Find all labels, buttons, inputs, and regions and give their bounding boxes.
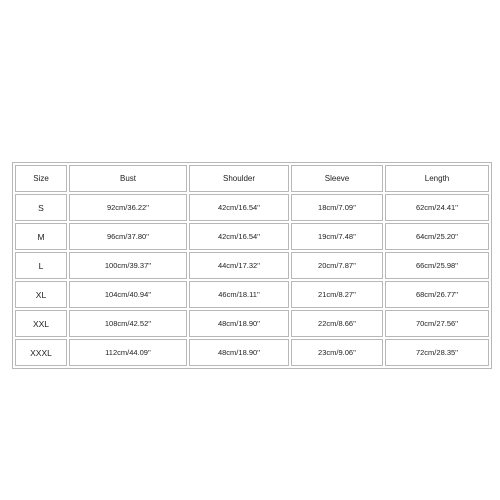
sleeve-cell: 19cm/7.48'': [291, 223, 383, 250]
shoulder-cell: 48cm/18.90'': [189, 339, 289, 366]
size-cell: XL: [15, 281, 67, 308]
length-cell: 66cm/25.98'': [385, 252, 489, 279]
table-row: [15, 310, 489, 337]
bust-cell: 104cm/40.94'': [69, 281, 187, 308]
sleeve-cell: 21cm/8.27'': [291, 281, 383, 308]
header-bust: Bust: [69, 165, 187, 192]
header-shoulder: Shoulder: [189, 165, 289, 192]
length-cell: 70cm/27.56'': [385, 310, 489, 337]
bust-cell: 92cm/36.22'': [69, 194, 187, 221]
sleeve-cell: 22cm/8.66'': [291, 310, 383, 337]
bust-cell: 96cm/37.80'': [69, 223, 187, 250]
shoulder-cell: 42cm/16.54'': [189, 223, 289, 250]
shoulder-cell: 46cm/18.11'': [189, 281, 289, 308]
size-cell: M: [15, 223, 67, 250]
length-cell: 72cm/28.35'': [385, 339, 489, 366]
length-cell: 64cm/25.20'': [385, 223, 489, 250]
bust-cell: 100cm/39.37'': [69, 252, 187, 279]
table-row: [15, 223, 489, 250]
bust-cell: 108cm/42.52'': [69, 310, 187, 337]
shoulder-cell: 42cm/16.54'': [189, 194, 289, 221]
table-row: [15, 194, 489, 221]
shoulder-cell: 44cm/17.32'': [189, 252, 289, 279]
size-cell: XXL: [15, 310, 67, 337]
bust-cell: 112cm/44.09'': [69, 339, 187, 366]
header-row: [15, 165, 489, 192]
size-cell: S: [15, 194, 67, 221]
size-chart-table: [12, 162, 492, 369]
size-cell: L: [15, 252, 67, 279]
header-length: Length: [385, 165, 489, 192]
header-sleeve: Sleeve: [291, 165, 383, 192]
sleeve-cell: 23cm/9.06'': [291, 339, 383, 366]
table-row: [15, 281, 489, 308]
table-row: [15, 339, 489, 366]
length-cell: 62cm/24.41'': [385, 194, 489, 221]
length-cell: 68cm/26.77'': [385, 281, 489, 308]
shoulder-cell: 48cm/18.90'': [189, 310, 289, 337]
sleeve-cell: 20cm/7.87'': [291, 252, 383, 279]
header-size: Size: [15, 165, 67, 192]
table-row: [15, 252, 489, 279]
size-cell: XXXL: [15, 339, 67, 366]
sleeve-cell: 18cm/7.09'': [291, 194, 383, 221]
